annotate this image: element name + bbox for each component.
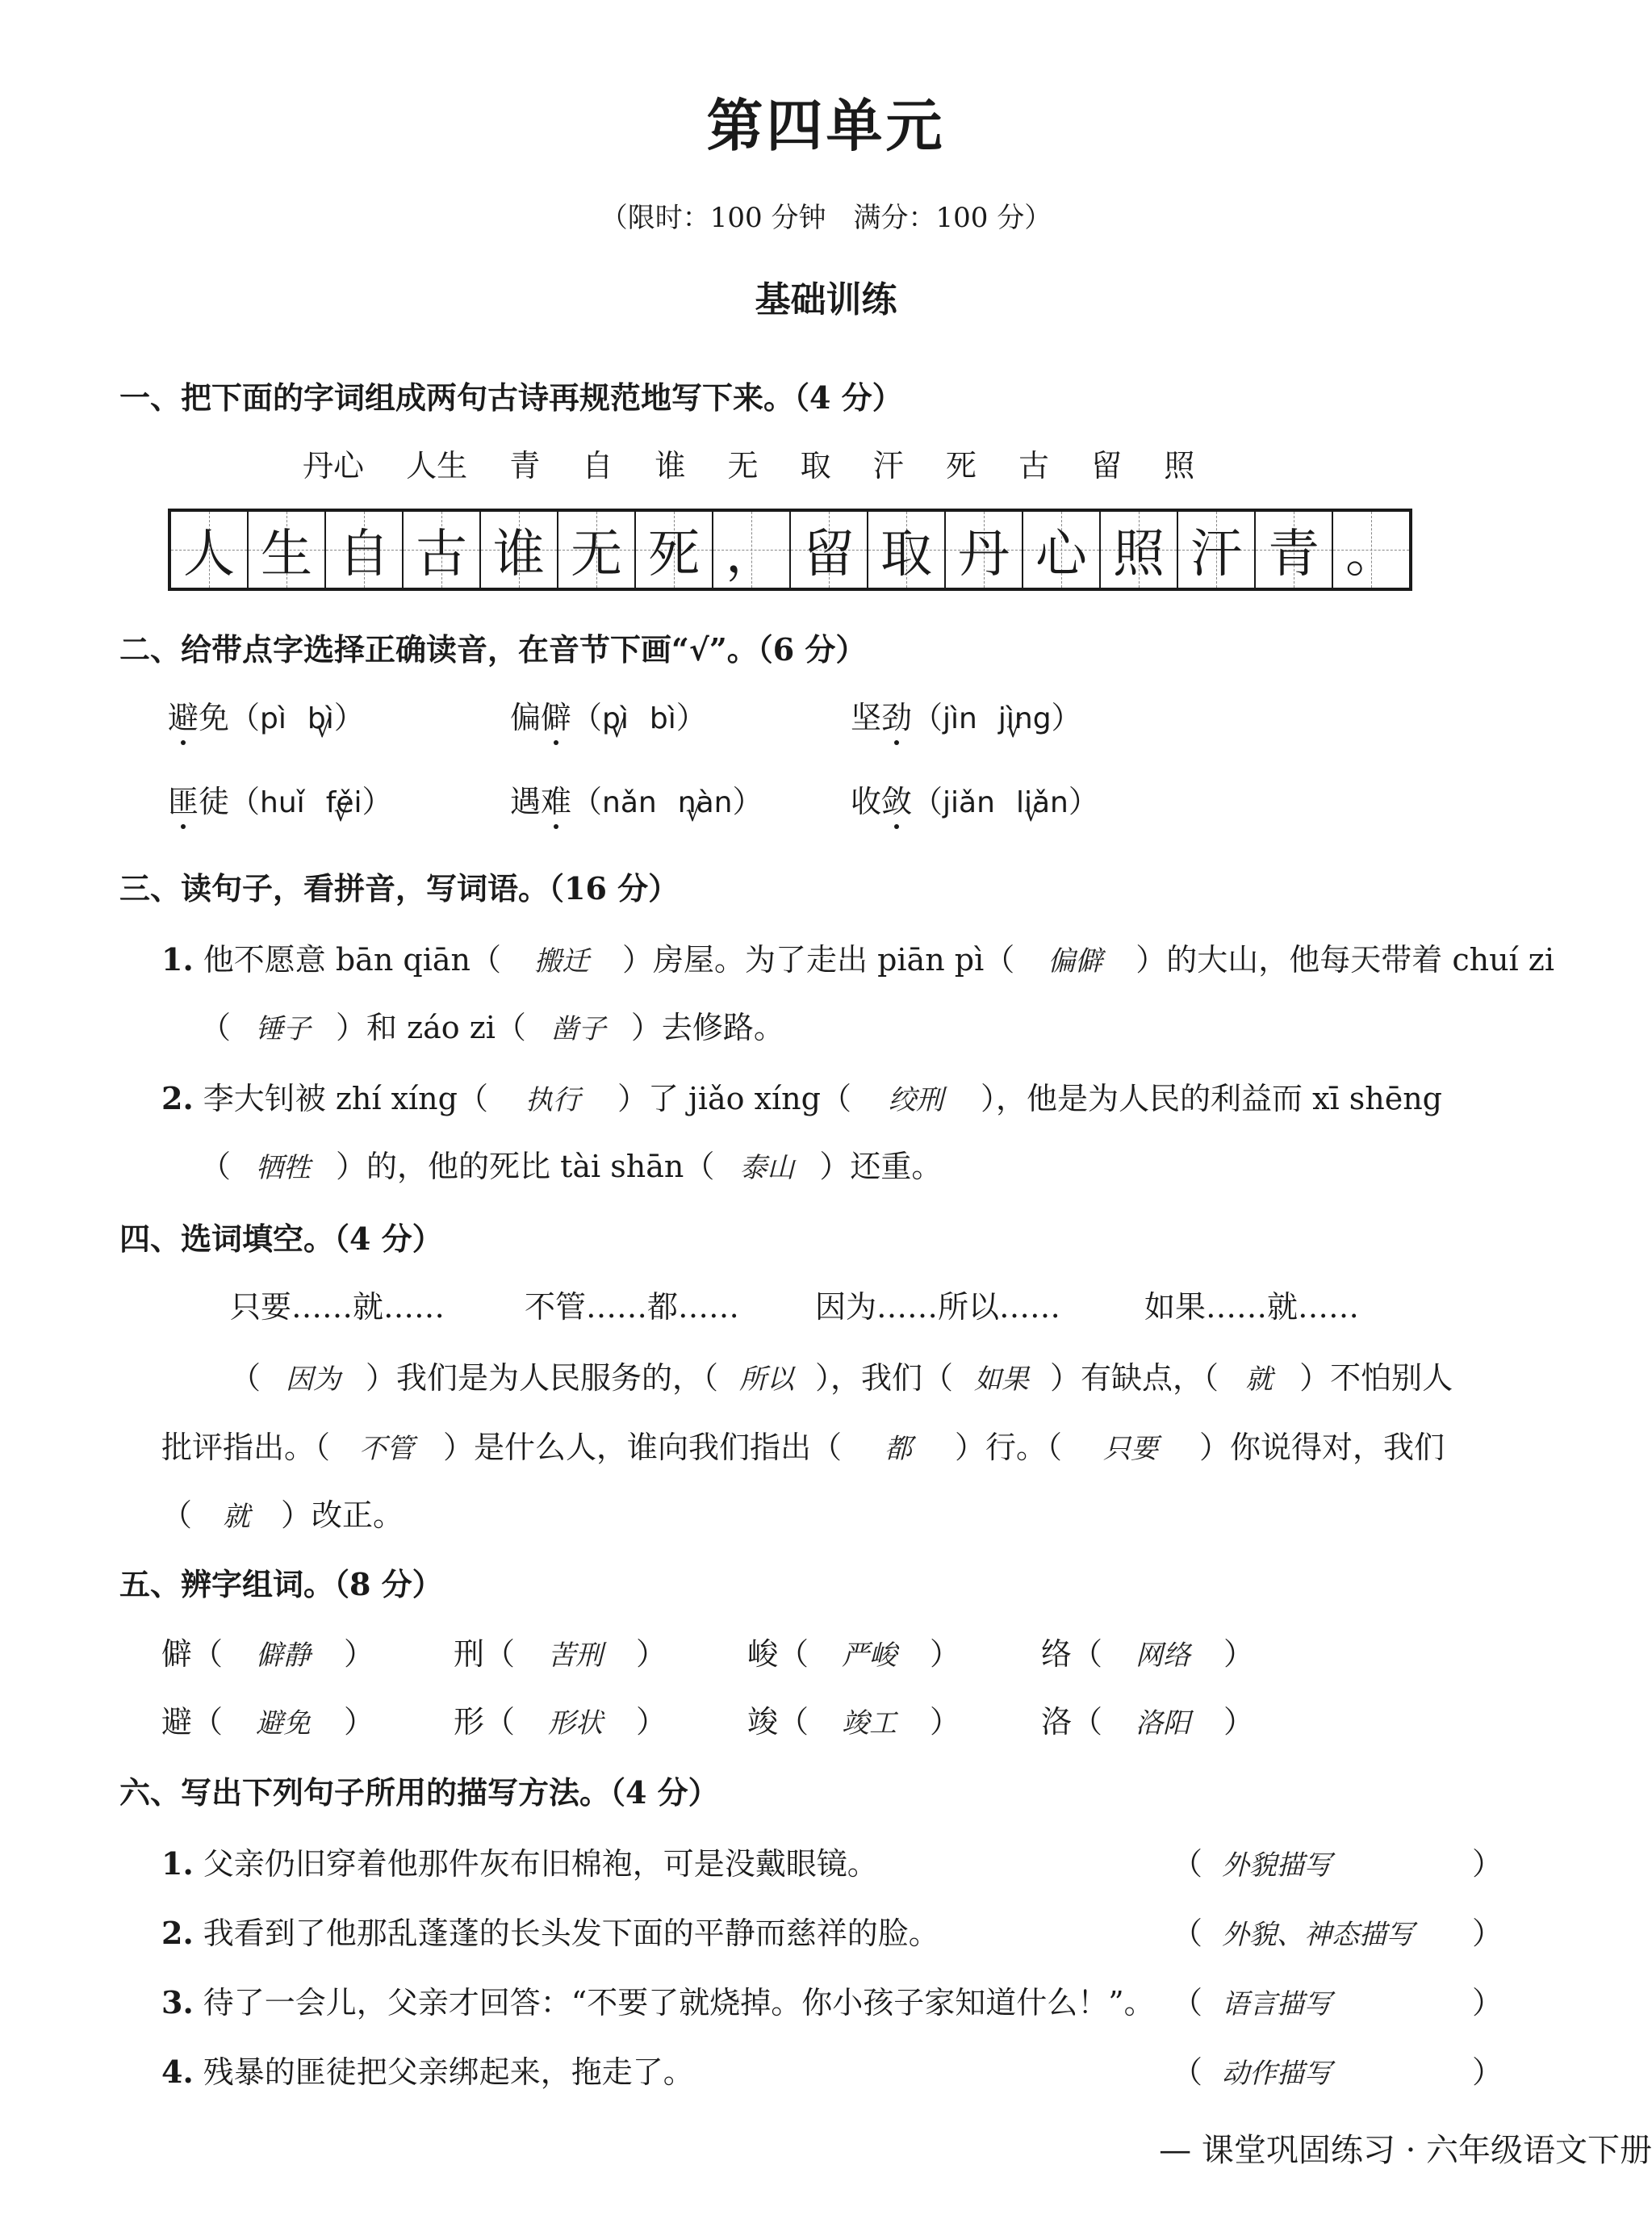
- q5-item: 形（ 形状 ）: [454, 1697, 667, 1741]
- q1-word: 自: [582, 448, 613, 484]
- page-title: 第四单元: [706, 92, 946, 159]
- q2-heading: 二、给带点字选择正确读音，在音节下画“√”。（6 分）: [119, 631, 867, 668]
- grid-cell[interactable]: 谁: [481, 512, 558, 588]
- grid-cell[interactable]: 取: [868, 512, 946, 588]
- checked-option: bì √: [307, 702, 334, 735]
- q6-heading: 六、写出下列句子所用的描写方法。（4 分）: [119, 1774, 719, 1811]
- answer-text: 如果: [974, 1363, 1030, 1396]
- grid-cell[interactable]: 青: [1256, 512, 1333, 588]
- q4-line-1: （ 因为 ）我们是为人民服务的，（ 所以 ），我们（ 如果 ）有缺点，（ 就 ）不怕别人: [230, 1353, 1453, 1397]
- q5-item: 峻（ 严峻 ）: [747, 1629, 960, 1673]
- q4-option: 只要……就……: [230, 1289, 445, 1325]
- answer-text: 僻静: [256, 1639, 312, 1672]
- answer-text: 竣工: [842, 1707, 897, 1740]
- answer-text: 凿子: [550, 1013, 606, 1045]
- q2-item: 匪徒（huǐ fěi √）: [168, 777, 393, 821]
- section-heading: 基础训练: [755, 279, 897, 320]
- answer-text: 泰山: [739, 1152, 795, 1184]
- q6-sentence: 3. 待了一会儿，父亲才回答：“不要了就烧掉。你小孩子家知道什么！”。: [161, 1984, 1155, 2020]
- q1-word: 人生: [406, 448, 468, 484]
- checked-option: jìng √: [998, 702, 1052, 735]
- time-limit-note: （限时：100 分钟 满分：100 分）: [600, 202, 1052, 234]
- answer-text: 动作描写: [1222, 2058, 1332, 2090]
- answer-text: 苦刑: [548, 1639, 604, 1672]
- grid-cell[interactable]: 心: [1023, 512, 1101, 588]
- q2-item: 偏僻（pì √ bì）: [510, 693, 707, 737]
- q1-word: 死: [945, 448, 977, 484]
- q4-option: 因为……所以……: [815, 1289, 1061, 1325]
- grid-cell[interactable]: 留: [791, 512, 868, 588]
- page-footer: — 课堂巩固练习 · 六年级语文下册: [1159, 2132, 1652, 2169]
- q1-word: 古: [1018, 448, 1049, 484]
- q3-sentence-1-cont: （ 锤子 ）和 záo zi（ 凿子 ）去修路。: [200, 1003, 784, 1047]
- answer-text: 严峻: [842, 1639, 897, 1672]
- q6-answer: （ 语言描写 ）: [1172, 1978, 1503, 2022]
- q5-item: 竣（ 竣工 ）: [747, 1697, 960, 1741]
- answer-text: 不管: [359, 1433, 415, 1465]
- q1-word: 留: [1091, 448, 1123, 484]
- q3-sentence-2: 2. 李大钊被 zhí xíng（ 执行 ）了 jiǎo xíng（ 绞刑 ），他是为人民的利益而 xī shēng: [161, 1074, 1442, 1118]
- q5-item: 刑（ 苦刑 ）: [454, 1629, 667, 1673]
- q6-answer: （ 外貌、神态描写 ）: [1172, 1908, 1503, 1953]
- q5-item: 络（ 网络 ）: [1041, 1629, 1254, 1673]
- checked-option: nàn √: [678, 786, 733, 819]
- q1-word: 无: [727, 448, 759, 484]
- answer-text: 因为: [286, 1363, 341, 1396]
- q6-sentence: 4. 残暴的匪徒把父亲绑起来，拖走了。: [161, 2054, 694, 2090]
- q6-sentence: 1. 父亲仍旧穿着他那件灰布旧棉袍，可是没戴眼镜。: [161, 1845, 878, 1882]
- answer-text: 绞刑: [888, 1084, 943, 1116]
- q1-word: 汗: [872, 448, 904, 484]
- grid-cell[interactable]: 人: [171, 512, 249, 588]
- grid-cell[interactable]: 自: [326, 512, 404, 588]
- answer-text: 就: [223, 1501, 251, 1533]
- answer-text: 外貌、神态描写: [1222, 1919, 1415, 1951]
- grid-cell[interactable]: 。: [1333, 512, 1409, 588]
- q3-heading: 三、读句子，看拼音，写词语。（16 分）: [119, 870, 680, 907]
- q5-item: 洛（ 洛阳 ）: [1041, 1697, 1254, 1741]
- answer-text: 搬迁: [534, 945, 589, 978]
- q4-heading: 四、选词填空。（4 分）: [119, 1221, 443, 1257]
- q1-heading: 一、把下面的字词组成两句古诗再规范地写下来。（4 分）: [119, 379, 903, 416]
- q2-item: 坚劲（jìn jìng √）: [851, 693, 1082, 737]
- q6-answer: （ 动作描写 ）: [1172, 2047, 1503, 2092]
- answer-text: 只要: [1103, 1433, 1159, 1465]
- q4-option: 不管……都……: [525, 1289, 740, 1325]
- q5-heading: 五、辨字组词。（8 分）: [119, 1566, 443, 1602]
- grid-cell[interactable]: 古: [404, 512, 481, 588]
- grid-cell[interactable]: 死: [636, 512, 713, 588]
- q2-item: 遇难（nǎn nàn √）: [510, 777, 763, 821]
- answer-text: 避免: [256, 1707, 312, 1740]
- q5-item: 避（ 避免 ）: [161, 1697, 374, 1741]
- answer-text: 都: [885, 1433, 913, 1465]
- q1-word-bank: [303, 441, 1194, 485]
- grid-cell[interactable]: 照: [1101, 512, 1178, 588]
- q1-word: 丹心: [303, 448, 365, 484]
- checked-option: pì √: [602, 702, 629, 735]
- answer-text: 网络: [1135, 1639, 1191, 1672]
- q2-item: 收敛（jiǎn liǎn √）: [851, 777, 1099, 821]
- grid-cell[interactable]: 生: [249, 512, 326, 588]
- grid-cell[interactable]: 丹: [946, 512, 1023, 588]
- answer-text: 就: [1245, 1363, 1274, 1396]
- checked-option: liǎn √: [1016, 786, 1069, 819]
- q3-sentence-2-cont: （ 牺牲 ）的，他的死比 tài shān（ 泰山 ）还重。: [200, 1141, 942, 1186]
- grid-cell[interactable]: 无: [558, 512, 636, 588]
- answer-text: 洛阳: [1135, 1707, 1191, 1740]
- grid-cell[interactable]: ，: [713, 512, 791, 588]
- q1-word: 青: [509, 448, 541, 484]
- q4-line-2: 批评指出。（ 不管 ）是什么人，谁向我们指出（ 都 ）行。（ 只要 ）你说得对，我们: [161, 1422, 1445, 1467]
- q4-option: 如果……就……: [1144, 1289, 1360, 1325]
- q4-line-3: （ 就 ）改正。: [161, 1490, 404, 1535]
- answer-text: 外貌描写: [1222, 1849, 1332, 1882]
- tian-grid: [168, 509, 1412, 591]
- q6-sentence: 2. 我看到了他那乱蓬蓬的长头发下面的平静而慈祥的脸。: [161, 1915, 939, 1951]
- q1-word: 取: [800, 448, 831, 484]
- q6-answer: （ 外貌描写 ）: [1172, 1839, 1503, 1883]
- q2-item: 避免（pì bì √）: [168, 693, 365, 737]
- answer-text: 形状: [548, 1707, 604, 1740]
- answer-text: 执行: [525, 1084, 580, 1116]
- q1-word: 照: [1164, 448, 1195, 484]
- checked-option: fěi √: [326, 786, 362, 819]
- answer-text: 偏僻: [1048, 945, 1103, 978]
- answer-text: 牺牲: [256, 1152, 312, 1184]
- q1-word: 谁: [655, 448, 686, 484]
- answer-text: 锤子: [256, 1013, 312, 1045]
- answer-text: 所以: [739, 1363, 795, 1396]
- q3-sentence-1: 1. 他不愿意 bān qiān（ 搬迁 ）房屋。为了走出 piān pì（ 偏僻 ）的大山，他每天带着 chuí zi: [161, 935, 1554, 979]
- answer-text: 语言描写: [1222, 1988, 1332, 2020]
- grid-cell[interactable]: 汗: [1178, 512, 1256, 588]
- q5-item: 僻（ 僻静 ）: [161, 1629, 374, 1673]
